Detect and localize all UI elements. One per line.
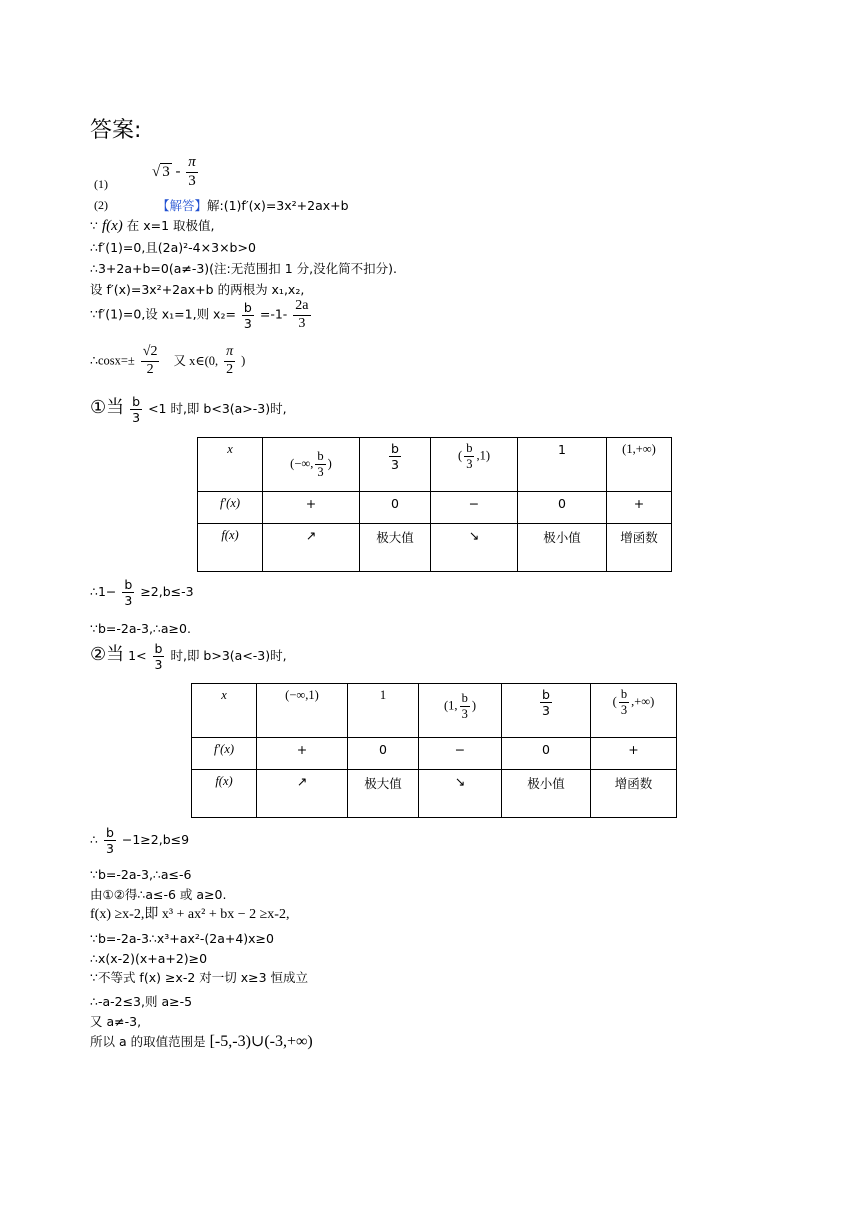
table-header-cell: (−∞, $\frac{b}{3}$ ) — [263, 438, 360, 492]
table-cell: 0 — [348, 738, 419, 770]
table-cell: 增函数 — [607, 524, 672, 572]
variation-table-2 — [191, 683, 677, 818]
text-line: ∴x(x-2)(x+a+2)≥0 — [90, 951, 208, 966]
table-cell: ↗ — [263, 524, 360, 572]
table-header-cell: $\frac{b}{3}$ — [502, 684, 591, 738]
table-cell: ↘ — [431, 524, 518, 572]
page-title: 答案: — [90, 118, 142, 143]
table-cell: 极大值 — [348, 770, 419, 818]
text-line: ∴f′(1)=0,且(2a)²-4×3×b>0 — [90, 240, 256, 255]
variation-table-1 — [197, 437, 672, 572]
table-cell: + — [263, 492, 360, 524]
table-header-cell: x — [192, 684, 257, 738]
table-cell: 极小值 — [502, 770, 591, 818]
text-line: ∵ f(x) 在 x=1 取极值, — [90, 218, 215, 234]
table-header-cell: $\frac{b}{3}$ — [360, 438, 431, 492]
case-1-heading: ①当 $\frac{b}{3}$ <1 时,即 b<3(a>-3)时, — [90, 394, 287, 426]
text-line: f(x) ≥x-2,即 x³ + ax² + bx − 2 ≥x-2, — [90, 907, 290, 922]
text-line: ∴cosx=± $\frac{√2}{2}$ 又 x∈(0, $\frac{\pi}{2}$ ) — [90, 344, 246, 377]
table-header-cell: ( $\frac{b}{3}$ ,1) — [431, 438, 518, 492]
text-line: ∵b=-2a-3∴x³+ax²-(2a+4)x≥0 — [90, 931, 274, 946]
answer-2-line: 【解答】解:(1)f′(x)=3x²+2ax+b — [157, 198, 349, 213]
text-line: ∴-a-2≤3,则 a≥-5 — [90, 994, 193, 1009]
text-line: ∵b=-2a-3,∴a≥0. — [90, 621, 191, 636]
table-cell: 0 — [518, 492, 607, 524]
table-cell: − — [419, 738, 502, 770]
table-header-cell: 1 — [518, 438, 607, 492]
table-cell: − — [431, 492, 518, 524]
text-line: 又 a≠-3, — [90, 1014, 142, 1029]
case-2-heading: ②当 1< $\frac{b}{3}$ 时,即 b>3(a<-3)时, — [90, 641, 287, 673]
table-cell: 0 — [502, 738, 591, 770]
table-row-label: f′(x) — [198, 492, 263, 524]
table-header-cell: 1 — [348, 684, 419, 738]
text-line: ∴3+2a+b=0(a≠-3)(注:无范围扣 1 分,没化简不扣分). — [90, 261, 397, 276]
table-cell: 增函数 — [591, 770, 677, 818]
sqrt-expression: √ 3 — [152, 163, 170, 180]
text-line: 所以 a 的取值范围是 [-5,-3)∪(-3,+∞) — [90, 1033, 313, 1050]
table-header-cell: (1, $\frac{b}{3}$ ) — [419, 684, 502, 738]
text-line: 由①②得∴a≤-6 或 a≥0. — [90, 887, 227, 902]
range-result: [-5,-3)∪(-3,+∞) — [209, 1033, 313, 1050]
text-line: 设 f′(x)=3x²+2ax+b 的两根为 x₁,x₂, — [90, 282, 305, 297]
text-line: ∵b=-2a-3,∴a≤-6 — [90, 867, 192, 882]
table-cell: 0 — [360, 492, 431, 524]
text-line: ∴1− $\frac{b}{3}$ ≥2,b≤-3 — [90, 577, 194, 609]
table-cell: ↘ — [419, 770, 502, 818]
table-row-label: f(x) — [198, 524, 263, 572]
table-row-label: f(x) — [192, 770, 257, 818]
table-header-cell: ( $\frac{b}{3}$ ,+∞) — [591, 684, 677, 738]
table-header-cell: x — [198, 438, 263, 492]
text-line: ∵不等式 f(x) ≥x-2 对一切 x≥3 恒成立 — [90, 970, 309, 985]
table-cell: ↗ — [257, 770, 348, 818]
table-cell: + — [591, 738, 677, 770]
text-line: ∵f′(1)=0,设 x₁=1,则 x₂= $\frac{b}{3}$ =-1- $\frac{2a}{3}$ — [90, 298, 309, 331]
table-cell: 极大值 — [360, 524, 431, 572]
text-line: ∴ $\frac{b}{3}$ −1≥2,b≤9 — [90, 825, 190, 857]
answer-1-formula: √ 3 - $\frac{\pi}{3}$ — [152, 154, 196, 189]
table-cell: + — [257, 738, 348, 770]
table-row-label: f′(x) — [192, 738, 257, 770]
solution-tag: 【解答】 — [157, 198, 208, 213]
table-cell: + — [607, 492, 672, 524]
answer-1-label: (1) — [94, 177, 108, 191]
table-header-cell: (−∞,1) — [257, 684, 348, 738]
table-header-cell: (1,+∞) — [607, 438, 672, 492]
answer-2-label: (2) — [94, 198, 108, 212]
table-cell: 极小值 — [518, 524, 607, 572]
